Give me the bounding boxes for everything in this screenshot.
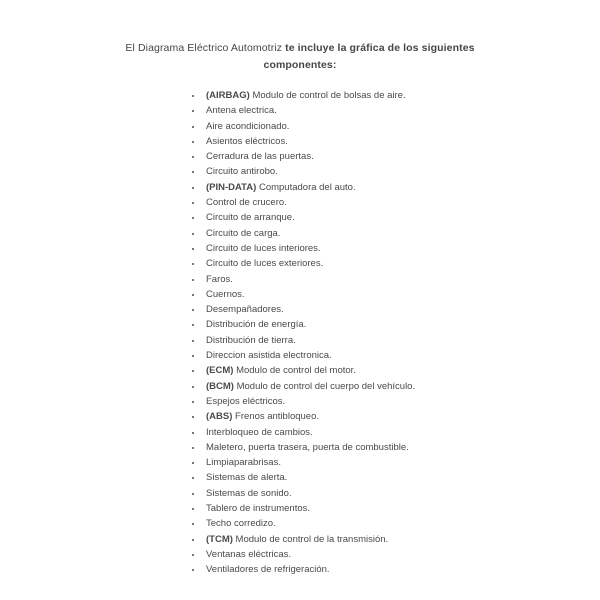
list-item bbox=[203, 562, 600, 577]
list-item bbox=[203, 180, 600, 195]
list-item bbox=[203, 256, 600, 271]
list-item bbox=[203, 149, 600, 164]
page-title bbox=[0, 0, 600, 74]
component-text: Circuito de luces interiores. bbox=[206, 242, 321, 254]
component-text: Computadora del auto. bbox=[258, 181, 356, 193]
component-text: Faros. bbox=[206, 273, 233, 285]
component-text: Ventiladores de refrigeración. bbox=[206, 564, 330, 576]
list-item bbox=[203, 394, 600, 409]
list-item bbox=[203, 409, 600, 424]
component-text: Circuito de arranque. bbox=[206, 212, 295, 224]
component-text: Interbloqueo de cambios. bbox=[206, 426, 313, 438]
component-code: (BCM) bbox=[206, 380, 237, 392]
component-text: Limpiaparabrisas. bbox=[206, 457, 281, 469]
component-text: Asientos eléctricos. bbox=[206, 135, 288, 147]
list-item bbox=[203, 103, 600, 118]
list-item bbox=[203, 486, 600, 501]
component-code: (AIRBAG) bbox=[206, 90, 253, 101]
list-item bbox=[203, 348, 600, 363]
component-code: (ABS) bbox=[206, 411, 236, 423]
component-code: (TCM) bbox=[206, 533, 236, 545]
list-item bbox=[203, 363, 600, 378]
component-text: Sistemas de sonido. bbox=[206, 487, 292, 499]
list-item bbox=[203, 164, 600, 179]
list-item bbox=[203, 440, 600, 455]
title-normal-part: El Diagrama Eléctrico Automotriz bbox=[125, 42, 283, 54]
list-item bbox=[203, 302, 600, 317]
component-text: Cuernos. bbox=[206, 288, 245, 300]
list-item bbox=[203, 470, 600, 485]
list-item bbox=[203, 272, 600, 287]
component-text: Desempañadores. bbox=[206, 304, 284, 316]
title-line2: componentes: bbox=[263, 59, 337, 71]
list-item bbox=[203, 119, 600, 134]
list-item bbox=[203, 88, 600, 103]
list-item bbox=[203, 241, 600, 256]
component-text: Espejos eléctricos. bbox=[206, 395, 286, 407]
component-text: Cerradura de las puertas. bbox=[206, 151, 314, 163]
component-text: Sistemas de alerta. bbox=[206, 472, 288, 484]
component-text: Circuito antirobo. bbox=[206, 166, 278, 178]
list-item bbox=[203, 547, 600, 562]
component-text: Techo corredizo. bbox=[206, 518, 276, 530]
list-item bbox=[203, 134, 600, 149]
list-item bbox=[203, 425, 600, 440]
list-item bbox=[203, 379, 600, 394]
component-text: Modulo de control de la transmisión. bbox=[235, 533, 389, 545]
list-item bbox=[203, 195, 600, 210]
list-item bbox=[203, 287, 600, 302]
list-item bbox=[203, 501, 600, 516]
component-text: Antena electrica. bbox=[206, 105, 277, 117]
list-item bbox=[203, 532, 600, 547]
component-code: (ECM) bbox=[206, 365, 237, 377]
component-text: Tablero de instrumentos. bbox=[206, 503, 311, 515]
component-code: (PIN-DATA) bbox=[206, 181, 259, 193]
component-text: Maletero, puerta trasera, puerta de combustible. bbox=[206, 441, 409, 453]
list-item bbox=[203, 210, 600, 225]
list-item bbox=[203, 516, 600, 531]
component-text: Distribución de tierra. bbox=[206, 334, 296, 346]
list-item bbox=[203, 333, 600, 348]
component-text: Frenos antibloqueo. bbox=[235, 411, 320, 423]
component-text: Modulo de control del cuerpo del vehículo. bbox=[236, 380, 416, 392]
component-text: Aire acondicionado. bbox=[206, 120, 290, 132]
list-item bbox=[203, 317, 600, 332]
component-text: Distribución de energía. bbox=[206, 319, 307, 331]
component-text: Modulo de control de bolsas de aire. bbox=[252, 90, 406, 101]
list-item bbox=[203, 455, 600, 470]
component-text: Circuito de carga. bbox=[206, 227, 281, 239]
list-item bbox=[203, 226, 600, 241]
component-text: Control de crucero. bbox=[206, 197, 287, 209]
component-text: Circuito de luces exteriores. bbox=[206, 258, 324, 270]
component-text: Direccion asistida electronica. bbox=[206, 350, 332, 362]
components-list bbox=[203, 88, 600, 578]
component-text: Ventanas eléctricas. bbox=[206, 548, 292, 560]
component-text: Modulo de control del motor. bbox=[236, 365, 356, 377]
title-bold-part: te incluye la gráfica de los siguientes bbox=[285, 42, 475, 54]
